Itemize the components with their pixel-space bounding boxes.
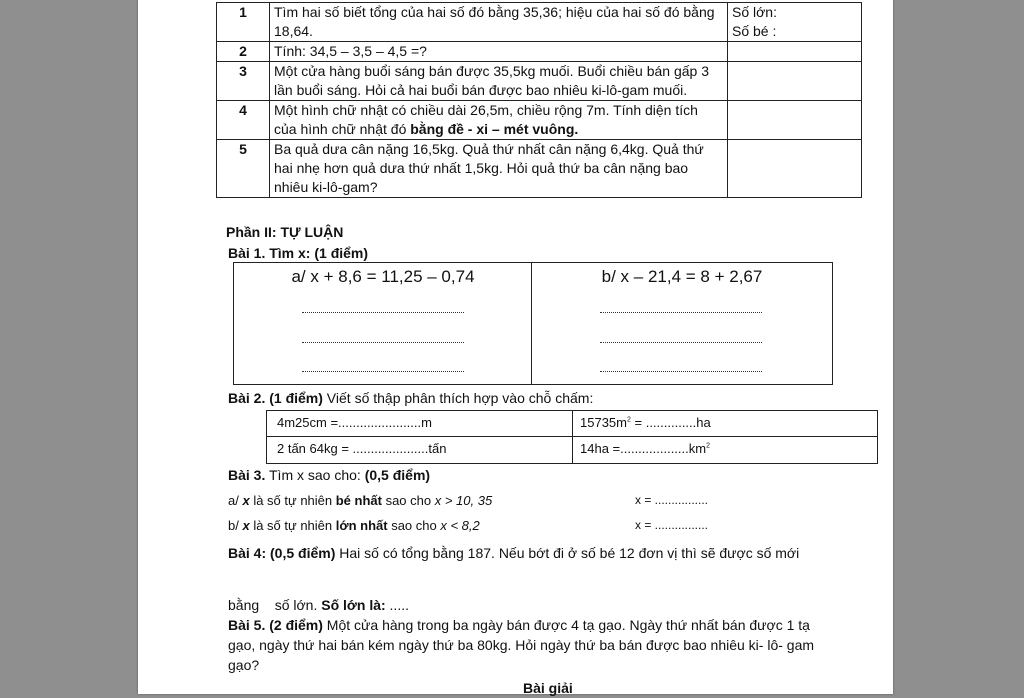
row-number: 1 (217, 3, 270, 42)
equation-a: a/ x + 8,6 = 11,25 – 0,74 (291, 267, 475, 286)
superscript: 2 (706, 442, 710, 450)
bai5-line1 (228, 616, 810, 635)
item-text: là số tự nhiên (249, 518, 336, 533)
row-number: 3 (217, 62, 270, 101)
bai1-heading: Bài 1. Tìm x: (1 điểm) (228, 245, 369, 261)
bai3-title-bold: Bài 3. (228, 467, 266, 483)
condition: x < 8,2 (440, 518, 480, 533)
bai4-line2-text: bằng số lớn. (228, 597, 322, 613)
question-cell (270, 101, 728, 140)
answer-cell (728, 42, 862, 62)
bai5-line3: gạo? (228, 657, 260, 673)
equation-b: b/ x – 21,4 = 8 + 2,67 (601, 267, 763, 286)
answer-cell (728, 3, 862, 42)
conversion-2 (580, 415, 711, 430)
bai4-text (228, 544, 799, 563)
conversion-3: 2 tấn 64kg = .....................tấn (277, 441, 447, 456)
answer-line (302, 312, 464, 313)
answer-label-smaller: Số bé : (732, 23, 777, 39)
condition: x > 10, 35 (434, 493, 493, 508)
bai4-line2-bold: Số lớn là: (321, 597, 386, 613)
answer-line (302, 371, 464, 372)
question-cell: Tìm hai số biết tổng của hai số đó bằng 35,36; hiệu của hai số đó bằng 18,64. (270, 3, 728, 42)
answer-cell (728, 140, 862, 198)
answer-line (302, 342, 464, 343)
table-row (217, 3, 862, 42)
bai3-answer-a: x = ................ (635, 493, 709, 507)
question-bold-text: bằng đề - xi – mét vuông. (410, 121, 579, 137)
bai3-heading (228, 466, 430, 485)
item-text: sao cho (381, 493, 435, 508)
bai2-title-text: Viết số thập phân thích hợp vào chỗ chấm: (322, 390, 594, 406)
item-prefix: a/ (228, 493, 243, 508)
answer-line (600, 342, 762, 343)
item-text: là số tự nhiên (249, 493, 336, 508)
item-bold-text: bé nhất (335, 493, 382, 508)
bai4-title: Bài 4: (228, 545, 267, 561)
answer-cell (728, 62, 862, 101)
divider (573, 436, 877, 437)
bai5-line2: gạo, ngày thứ hai bán kém ngày thứ ba 80kg. Hỏi ngày thứ ba bán được bao nhiêu ki- lô- gam (228, 637, 815, 653)
question-cell: Một cửa hàng buổi sáng bán được 35,5kg muối. Buổi chiều bán gấp 3 lần buổi sáng. Hỏi cả hai buổi bán được bao nhiêu ki-lô-gam muối. (270, 62, 728, 101)
bai1-box-a (233, 262, 533, 385)
answer-line (600, 312, 762, 313)
bai3-item-b (228, 516, 480, 535)
question-cell: Ba quả dưa cân nặng 16,5kg. Quả thứ nhất cân nặng 6,4kg. Quả thứ hai nhẹ hơn quả dưa thứ nhất 1,5kg. Hỏi quả thứ ba cân nặng bao nhiêu ki-lô-gam? (270, 140, 728, 198)
bai2-box-left (266, 410, 574, 464)
bai1-box-b (531, 262, 833, 385)
variable-x: x (242, 493, 250, 508)
divider (267, 436, 573, 437)
conversion-2-value: 15735m (580, 415, 627, 430)
bai4-body: Hai số có tổng bằng 187. Nếu bớt đi ở số bé 12 đơn vị thì sẽ được số mới (335, 545, 800, 561)
bai2-heading (228, 389, 593, 408)
conversion-4 (580, 441, 710, 456)
bai5-title: Bài 5. (2 điểm) (228, 617, 323, 633)
answer-label-larger: Số lớn: (732, 4, 777, 20)
bai2-title-bold: Bài 2. (1 điểm) (228, 390, 323, 406)
bai2-box-right (572, 410, 878, 464)
bai3-points: (0,5 điểm) (364, 467, 431, 483)
conversion-4-value: 14ha =...................km (580, 441, 707, 456)
superscript: 2 (626, 416, 631, 424)
worksheet-page (138, 0, 893, 694)
answer-line (600, 371, 762, 372)
row-number: 4 (217, 101, 270, 140)
bai5-body: Một cửa hàng trong ba ngày bán được 4 tạ gạo. Ngày thứ nhất bán được 1 tạ (322, 617, 810, 633)
bai4-line2 (228, 596, 409, 615)
conversion-1: 4m25cm =.......................m (277, 415, 432, 430)
bai3-item-a (228, 491, 492, 510)
table-row (217, 140, 862, 198)
table-row (217, 62, 862, 101)
item-text: sao cho (387, 518, 441, 533)
part2-heading: Phần II: TỰ LUẬN (226, 224, 344, 240)
question-text: Một hình chữ nhật có chiều dài 26,5m, chiều rộng 7m. Tính diện tích của hình chữ nhật đó (274, 102, 698, 137)
solution-heading: Bài giải (523, 680, 573, 696)
row-number: 2 (217, 42, 270, 62)
quiz-table (216, 2, 862, 198)
variable-x: x (242, 518, 250, 533)
item-bold-text: lớn nhất (335, 518, 388, 533)
bai4-points: (0,5 điểm) (266, 545, 336, 561)
table-row (217, 101, 862, 140)
answer-cell (728, 101, 862, 140)
row-number: 5 (217, 140, 270, 198)
bai4-line2-dots: ..... (385, 597, 409, 613)
table-row (217, 42, 862, 62)
bai3-title-text: Tìm x sao cho: (265, 467, 365, 483)
conversion-2-unit: = ..............ha (630, 415, 711, 430)
bai3-answer-b: x = ................ (635, 518, 709, 532)
item-prefix: b/ (228, 518, 243, 533)
question-cell: Tính: 34,5 – 3,5 – 4,5 =? (270, 42, 728, 62)
